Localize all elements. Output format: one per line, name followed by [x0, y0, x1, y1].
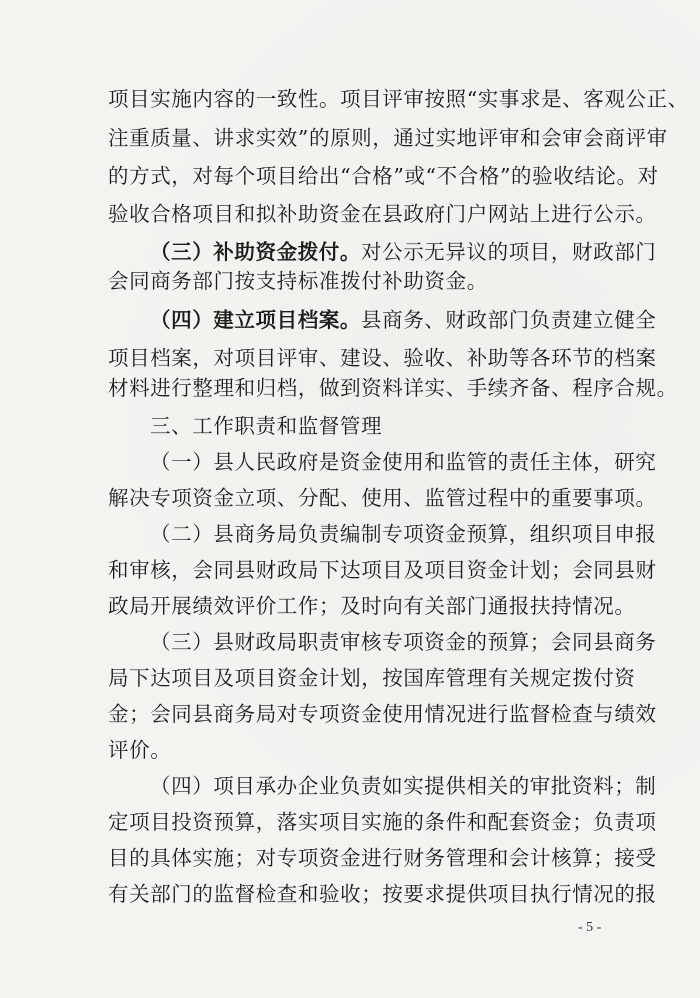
section-4-paragraph [150, 306, 657, 334]
text-line: 金；会同县商务局对专项资金使用情况进行监督检查与绩效 [108, 702, 657, 726]
section-4-heading: （四）建立项目档案。 [150, 308, 361, 332]
text-line: （三）县财政局职责审核专项资金的预算；会同县商务 [150, 630, 657, 654]
text-line: 评价。 [108, 738, 172, 762]
text-line: 定项目投资预算，落实项目实施的条件和配套资金；负责项 [108, 810, 657, 834]
text-line: 解决专项资金立项、分配、使用、监管过程中的重要事项。 [108, 486, 657, 510]
text-line: 和审核，会同县财政局下达项目及项目资金计划；会同县财 [108, 558, 657, 582]
chapter-3-title: 三、工作职责和监督管理 [150, 414, 383, 438]
section-3-paragraph [150, 238, 657, 266]
page-number: - 5 - [578, 920, 602, 935]
text-line: 局下达项目及项目资金计划，按国库管理有关规定拨付资 [108, 666, 636, 690]
section-4-text: 县商务、财政部门负责建立健全 [361, 308, 657, 332]
text-line: 有关部门的监督检查和验收；按要求提供项目执行情况的报 [108, 882, 657, 906]
text-line: 政局开展绩效评价工作；及时向有关部门通报扶持情况。 [108, 594, 636, 618]
text-line: 项目档案，对项目评审、建设、验收、补助等各环节的档案 [108, 346, 657, 370]
text-line: 的方式，对每个项目给出“合格”或“不合格”的验收结论。对 [108, 164, 659, 188]
text-line: （一）县人民政府是资金使用和监管的责任主体，研究 [150, 450, 657, 474]
section-3-text: 对公示无异议的项目，财政部门 [361, 240, 657, 264]
text-line: 会同商务部门按支持标准拨付补助资金。 [108, 269, 488, 293]
text-line: 材料进行整理和归档，做到资料详实、手续齐备、程序合规。 [108, 376, 678, 400]
text-line: 验收合格项目和拟补助资金在县政府门户网站上进行公示。 [108, 202, 657, 226]
text-line: （二）县商务局负责编制专项资金预算，组织项目申报 [150, 522, 657, 546]
text-line: （四）项目承办企业负责如实提供相关的审批资料；制 [150, 774, 657, 798]
text-line: 注重质量、讲求实效”的原则，通过实地评审和会审会商评审 [108, 126, 668, 150]
text-line: 目的具体实施；对专项资金进行财务管理和会计核算；接受 [108, 846, 657, 870]
text-line: 项目实施内容的一致性。项目评审按照“实事求是、客观公正、 [108, 87, 689, 111]
section-3-heading: （三）补助资金拨付。 [150, 240, 361, 264]
